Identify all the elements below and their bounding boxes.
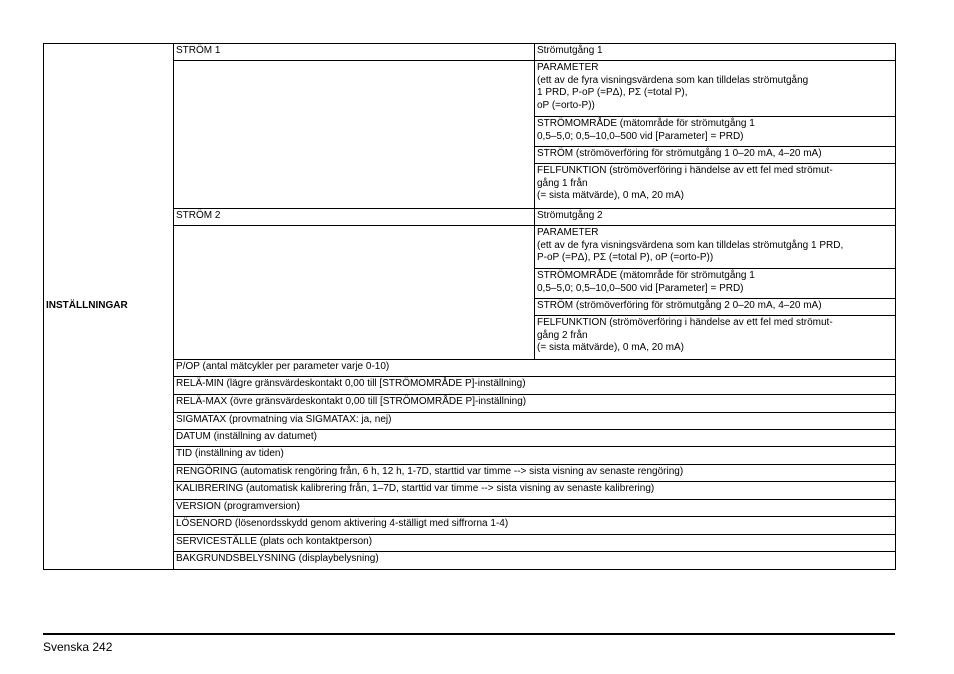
- settings-main-label: INSTÄLLNINGAR: [44, 44, 174, 570]
- strom1-output-cell: Strömutgång 1: [535, 44, 896, 61]
- strom1-error-cell: FELFUNKTION (strömöverföring i händelse av ett fel med strömut- gång 1 från (= sista mätvärde), 0 mA, 20 mA): [535, 164, 896, 209]
- setting-row-losenord: LÖSENORD (lösenordsskydd genom aktivering 4-ställigt med siffrorna 1-4): [174, 517, 896, 535]
- strom1-label: STRÖM 1: [174, 44, 535, 61]
- strom2-empty-cell: [174, 226, 535, 360]
- setting-row-tid: TID (inställning av tiden): [174, 447, 896, 465]
- strom1-parameter-cell: PARAMETER (ett av de fyra visningsvärdena som kan tilldelas strömutgång 1 PRD, P-oP (=PΔ), PΣ (=total P), oP (=orto-P)): [535, 61, 896, 117]
- settings-table: [43, 43, 896, 570]
- strom2-error-cell: FELFUNKTION (strömöverföring i händelse av ett fel med strömut- gång 2 från (= sista mätvärde), 0 mA, 20 mA): [535, 316, 896, 360]
- strom2-current-cell: STRÖM (strömöverföring för strömutgång 2 0–20 mA, 4–20 mA): [535, 299, 896, 316]
- setting-row-bakgrundsbelysning: BAKGRUNDSBELYSNING (displaybelysning): [174, 552, 896, 570]
- setting-row-sigmatax: SIGMATAX (provmatning via SIGMATAX: ja, nej): [174, 413, 896, 430]
- setting-row-datum: DATUM (inställning av datumet): [174, 430, 896, 447]
- strom2-range-cell: STRÖMOMRÅDE (mätområde för strömutgång 1 0,5–5,0; 0,5–10,0–500 vid [Parameter] = PRD): [535, 269, 896, 299]
- page-footer-label: Svenska 242: [43, 640, 113, 654]
- setting-row-pop: P/OP (antal mätcykler per parameter varje 0-10): [174, 360, 896, 377]
- setting-row-rele-max: RELÄ-MAX (övre gränsvärdeskontakt 0,00 till [STRÖMOMRÅDE P]-inställning): [174, 395, 896, 413]
- setting-row-version: VERSION (programversion): [174, 500, 896, 517]
- footer-divider: [43, 633, 895, 635]
- strom2-label: STRÖM 2: [174, 209, 535, 226]
- strom1-range-cell: STRÖMOMRÅDE (mätområde för strömutgång 1 0,5–5,0; 0,5–10,0–500 vid [Parameter] = PRD): [535, 117, 896, 147]
- setting-row-servicestalle: SERVICESTÄLLE (plats och kontaktperson): [174, 535, 896, 552]
- strom2-parameter-cell: PARAMETER (ett av de fyra visningsvärdena som kan tilldelas strömutgång 1 PRD, P-oP (=PΔ), PΣ (=total P), oP (=orto-P)): [535, 226, 896, 269]
- strom2-output-cell: Strömutgång 2: [535, 209, 896, 226]
- setting-row-rengoring: RENGÖRING (automatisk rengöring från, 6 h, 12 h, 1-7D, starttid var timme --> sista visning av senaste rengöring): [174, 465, 896, 482]
- strom1-current-cell: STRÖM (strömöverföring för strömutgång 1 0–20 mA, 4–20 mA): [535, 147, 896, 164]
- strom1-empty-cell: [174, 61, 535, 209]
- setting-row-kalibrering: KALIBRERING (automatisk kalibrering från, 1–7D, starttid var timme --> sista visning av senaste kalibrering): [174, 482, 896, 500]
- setting-row-rele-min: RELÄ-MIN (lägre gränsvärdeskontakt 0,00 till [STRÖMOMRÅDE P]-inställning): [174, 377, 896, 395]
